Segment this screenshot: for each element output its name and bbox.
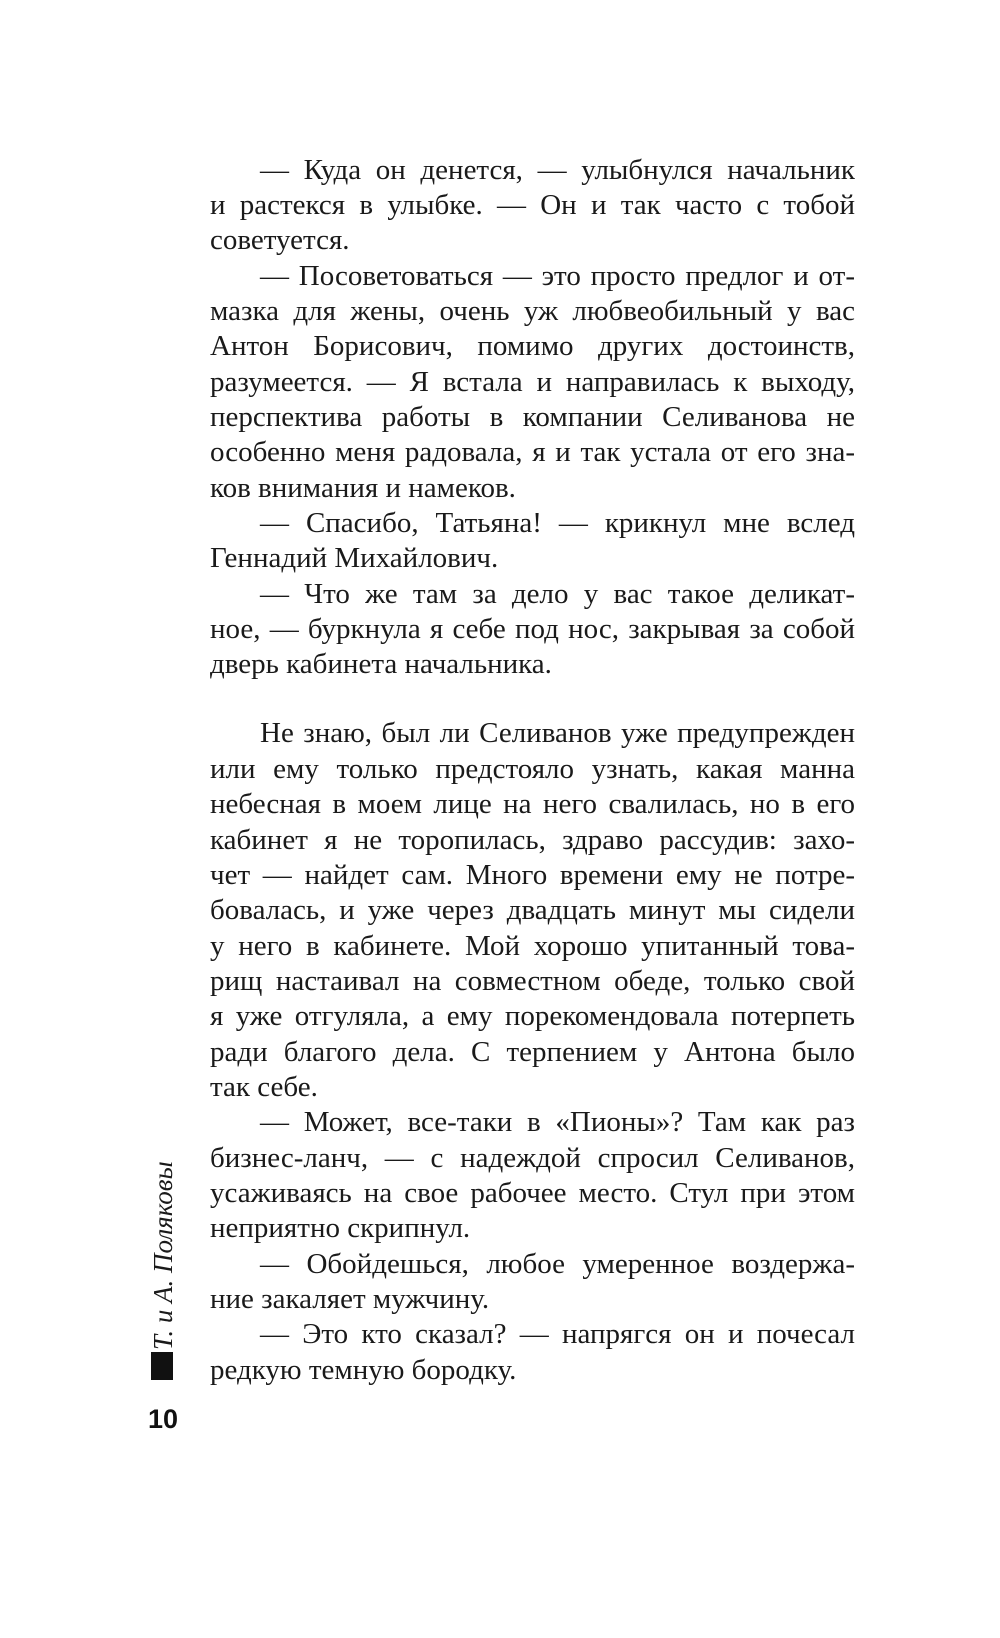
text-line: бизнес-ланч, — с надеждой спросил Селиванов, xyxy=(210,1142,855,1174)
text-line: мазка для жены, очень уж любвеобильный у вас xyxy=(210,295,855,327)
text-line: разумеется. — Я встала и направилась к выходу, xyxy=(210,366,855,398)
text-line: — Обойдешься, любое умеренное воздержа- xyxy=(260,1248,855,1280)
text-line: — Посоветоваться — это просто предлог и от- xyxy=(260,260,855,292)
text-line: — Куда он денется, — улыбнулся начальник xyxy=(260,154,855,186)
text-line: кабинет я не торопилась, здраво рассудив: захо- xyxy=(210,824,855,856)
page-number: 10 xyxy=(148,1404,179,1434)
text-line: или ему только предстояло узнать, какая манна xyxy=(210,753,855,785)
margin-square-mark xyxy=(151,1352,173,1380)
text-line: редкую темную бородку. xyxy=(210,1354,517,1386)
text-line: усаживаясь на свое рабочее место. Стул при этом xyxy=(210,1177,855,1209)
running-head-authors: Т. и А. Поляковы xyxy=(148,1161,178,1350)
text-line: бовалась, и уже через двадцать минут мы сидели xyxy=(210,894,855,926)
text-line: неприятно скрипнул. xyxy=(210,1212,471,1244)
text-line: советуется. xyxy=(210,224,350,256)
text-line: так себе. xyxy=(210,1071,318,1103)
text-line: — Что же там за дело у вас такое деликат- xyxy=(260,578,855,610)
text-line: я уже отгуляла, а ему порекомендовала потерпеть xyxy=(210,1000,855,1032)
text-line: — Спасибо, Татьяна! — крикнул мне вслед xyxy=(260,507,855,539)
text-line: у него в кабинете. Мой хорошо упитанный това- xyxy=(210,930,855,962)
text-line: — Это кто сказал? — напрягся он и почесал xyxy=(260,1318,855,1350)
text-line: рищ настаивал на совместном обеде, только свой xyxy=(210,965,855,997)
text-line: ние закаляет мужчину. xyxy=(210,1283,490,1315)
text-line: ков внимания и намеков. xyxy=(210,472,516,504)
text-line: Не знаю, был ли Селиванов уже предупрежден xyxy=(260,717,855,749)
text-line: Антон Борисович, помимо других достоинств, xyxy=(210,330,855,362)
text-line: Геннадий Михайлович. xyxy=(210,542,499,574)
text-line: перспектива работы в компании Селиванова не xyxy=(210,401,855,433)
text-line: небесная в моем лице на него свалилась, но в его xyxy=(210,788,855,820)
text-line: чет — найдет сам. Много времени ему не потре- xyxy=(210,859,855,891)
text-line: особенно меня радовала, я и так устала от его зна- xyxy=(210,436,855,468)
text-line: и растекся в улыбке. — Он и так часто с тобой xyxy=(210,189,855,221)
text-line: дверь кабинета начальника. xyxy=(210,648,552,680)
text-line: — Может, все-таки в «Пионы»? Там как раз xyxy=(260,1106,855,1138)
text-line: ное, — буркнула я себе под нос, закрывая за собой xyxy=(210,613,855,645)
text-line: ради благого дела. С терпением у Антона было xyxy=(210,1036,855,1068)
